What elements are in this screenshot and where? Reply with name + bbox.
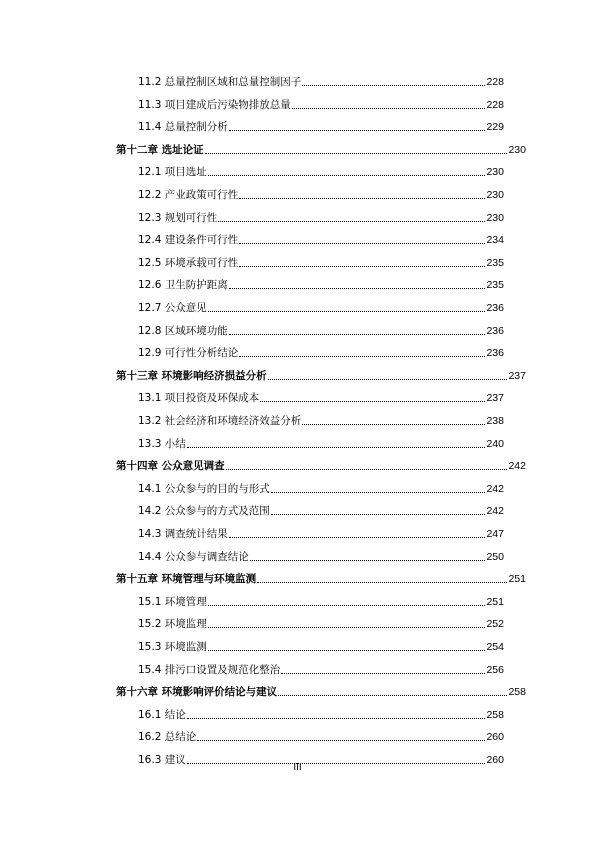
toc-section-entry[interactable] <box>138 187 504 203</box>
toc-dot-leader <box>208 627 486 628</box>
toc-section-entry[interactable] <box>138 413 504 429</box>
toc-dot-leader <box>302 424 485 425</box>
toc-dot-leader <box>229 288 486 289</box>
toc-dot-leader <box>208 605 486 606</box>
toc-entry-page-number: 240 <box>486 437 504 450</box>
toc-entry-page-number: 256 <box>486 663 504 676</box>
toc-entry-page-number: 254 <box>486 641 504 653</box>
toc-entry-page-number: 230 <box>486 189 504 201</box>
toc-dot-leader <box>257 582 507 583</box>
toc-entry-page-number: 252 <box>486 618 504 631</box>
toc-section-entry[interactable] <box>138 594 504 610</box>
toc-section-entry[interactable] <box>138 277 504 293</box>
toc-chapter-entry[interactable] <box>116 571 526 587</box>
toc-entry-title: 12.1 项目选址 <box>138 166 207 179</box>
toc-entry-title: 12.5 环境承载可行性 <box>138 256 239 269</box>
toc-section-entry[interactable] <box>138 616 504 632</box>
toc-dot-leader <box>208 311 486 312</box>
toc-entry-page-number: 260 <box>486 754 504 766</box>
toc-entry-page-number: 234 <box>486 234 504 247</box>
toc-section-entry[interactable] <box>138 503 504 519</box>
toc-entry-page-number: 237 <box>486 392 504 405</box>
toc-entry-page-number: 250 <box>486 550 504 563</box>
toc-section-entry[interactable] <box>138 97 504 113</box>
toc-entry-title: 14.2 公众参与的方式及范围 <box>138 505 270 518</box>
toc-dot-leader <box>229 537 486 538</box>
toc-entry-page-number: 235 <box>486 279 504 292</box>
toc-entry-title: 15.1 环境管理 <box>138 595 207 608</box>
toc-entry-title: 16.3 建议 <box>138 754 186 766</box>
toc-entry-title: 第十四章 公众意见调查 <box>116 460 225 473</box>
toc-dot-leader <box>208 650 486 651</box>
toc-entry-title: 13.3 小结 <box>138 437 186 450</box>
toc-dot-leader <box>260 401 485 402</box>
toc-dot-leader <box>229 130 486 131</box>
toc-section-entry[interactable] <box>138 662 504 678</box>
toc-entry-title: 第十三章 环境影响经济损益分析 <box>116 369 267 382</box>
toc-dot-leader <box>239 356 485 357</box>
toc-chapter-entry[interactable] <box>116 684 526 700</box>
toc-entry-title: 12.4 建设条件可行性 <box>138 234 239 247</box>
toc-entry-title: 12.9 可行性分析结论 <box>138 347 239 360</box>
toc-chapter-entry[interactable] <box>116 368 526 384</box>
toc-entry-page-number: 260 <box>486 731 504 744</box>
toc-entry-title: 16.2 总结论 <box>138 731 197 744</box>
toc-dot-leader <box>187 447 486 448</box>
toc-entry-title: 13.1 项目投资及环保成本 <box>138 392 260 405</box>
toc-section-entry[interactable] <box>138 255 504 271</box>
toc-entry-title: 第十五章 环境管理与环境监测 <box>116 573 257 586</box>
toc-dot-leader <box>205 153 508 154</box>
toc-entry-title: 11.2 总量控制区域和总量控制因子 <box>138 76 302 88</box>
toc-dot-leader <box>229 334 486 335</box>
toc-entry-page-number: 251 <box>486 595 504 608</box>
toc-dot-leader <box>250 560 486 561</box>
toc-section-entry[interactable] <box>138 526 504 542</box>
toc-dot-leader <box>292 108 486 109</box>
toc-section-entry[interactable] <box>138 481 504 497</box>
toc-entry-page-number: 258 <box>486 708 504 721</box>
toc-entry-page-number: 258 <box>508 686 526 699</box>
toc-entry-title: 第十二章 选址论证 <box>116 143 204 156</box>
toc-entry-title: 16.1 结论 <box>138 708 186 721</box>
toc-section-entry[interactable] <box>138 390 504 406</box>
toc-entry-title: 14.3 调查统计结果 <box>138 528 228 540</box>
toc-section-entry[interactable] <box>138 549 504 565</box>
toc-dot-leader <box>187 718 486 719</box>
page-number: III <box>293 762 302 773</box>
toc-entry-page-number: 235 <box>486 256 504 269</box>
toc-entry-page-number: 230 <box>486 211 504 224</box>
toc-dot-leader <box>226 469 508 470</box>
toc-dot-leader <box>239 198 485 199</box>
toc-section-entry[interactable] <box>138 323 504 339</box>
toc-entry-page-number: 242 <box>486 505 504 518</box>
toc-entry-page-number: 229 <box>486 121 504 134</box>
toc-chapter-entry[interactable] <box>116 458 526 474</box>
toc-entry-page-number: 230 <box>486 166 504 179</box>
toc-dot-leader <box>197 740 485 741</box>
toc-entry-title: 第十六章 环境影响评价结论与建议 <box>116 686 278 699</box>
toc-entry-page-number: 230 <box>508 143 526 156</box>
toc-section-entry[interactable] <box>138 119 504 135</box>
toc-entry-title: 15.3 环境监测 <box>138 641 207 653</box>
toc-entry-page-number: 247 <box>486 528 504 540</box>
toc-dot-leader <box>281 673 485 674</box>
toc-entry-page-number: 242 <box>508 460 526 473</box>
toc-dot-leader <box>239 243 485 244</box>
toc-section-entry[interactable] <box>138 729 504 745</box>
toc-entry-title: 12.6 卫生防护距离 <box>138 279 228 292</box>
toc-chapter-entry[interactable] <box>116 142 526 158</box>
toc-dot-leader <box>218 221 485 222</box>
toc-entry-title: 14.4 公众参与调查结论 <box>138 550 249 563</box>
toc-entry-title: 13.2 社会经济和环境经济效益分析 <box>138 415 302 427</box>
toc-entry-page-number: 236 <box>486 324 504 337</box>
toc-entry-page-number: 237 <box>508 369 526 382</box>
toc-entry-title: 11.4 总量控制分析 <box>138 121 228 134</box>
toc-entry-title: 12.7 公众意见 <box>138 302 207 314</box>
toc-section-entry[interactable] <box>138 345 504 361</box>
toc-section-entry[interactable] <box>138 436 504 452</box>
toc-entry-title: 12.8 区域环境功能 <box>138 324 228 337</box>
toc-dot-leader <box>271 492 486 493</box>
toc-section-entry[interactable] <box>138 210 504 226</box>
toc-dot-leader <box>239 266 485 267</box>
toc-dot-leader <box>271 514 486 515</box>
toc-section-entry[interactable] <box>138 300 504 316</box>
toc-entry-title: 14.1 公众参与的目的与形式 <box>138 482 270 495</box>
toc-section-entry[interactable] <box>138 639 504 655</box>
toc-entry-title: 12.3 规划可行性 <box>138 211 218 224</box>
toc-entry-page-number: 236 <box>486 302 504 314</box>
toc-section-entry[interactable] <box>138 232 504 248</box>
toc-section-entry[interactable] <box>138 74 504 90</box>
toc-entry-page-number: 242 <box>486 482 504 495</box>
toc-dot-leader <box>302 85 485 86</box>
toc-entry-title: 15.4 排污口设置及规范化整治 <box>138 663 281 676</box>
toc-entry-title: 15.2 环境监理 <box>138 618 207 631</box>
toc-section-entry[interactable] <box>138 164 504 180</box>
toc-entry-page-number: 228 <box>486 76 504 88</box>
toc-section-entry[interactable] <box>138 707 504 723</box>
toc-entry-page-number: 251 <box>508 573 526 586</box>
toc-entry-page-number: 236 <box>486 347 504 360</box>
toc-entry-title: 11.3 项目建成后污染物排放总量 <box>138 98 291 111</box>
toc-dot-leader <box>268 379 508 380</box>
toc-dot-leader <box>208 175 486 176</box>
toc-dot-leader <box>278 695 507 696</box>
toc-entry-page-number: 238 <box>486 415 504 427</box>
toc-entry-page-number: 228 <box>486 98 504 111</box>
toc-entry-title: 12.2 产业政策可行性 <box>138 189 239 201</box>
